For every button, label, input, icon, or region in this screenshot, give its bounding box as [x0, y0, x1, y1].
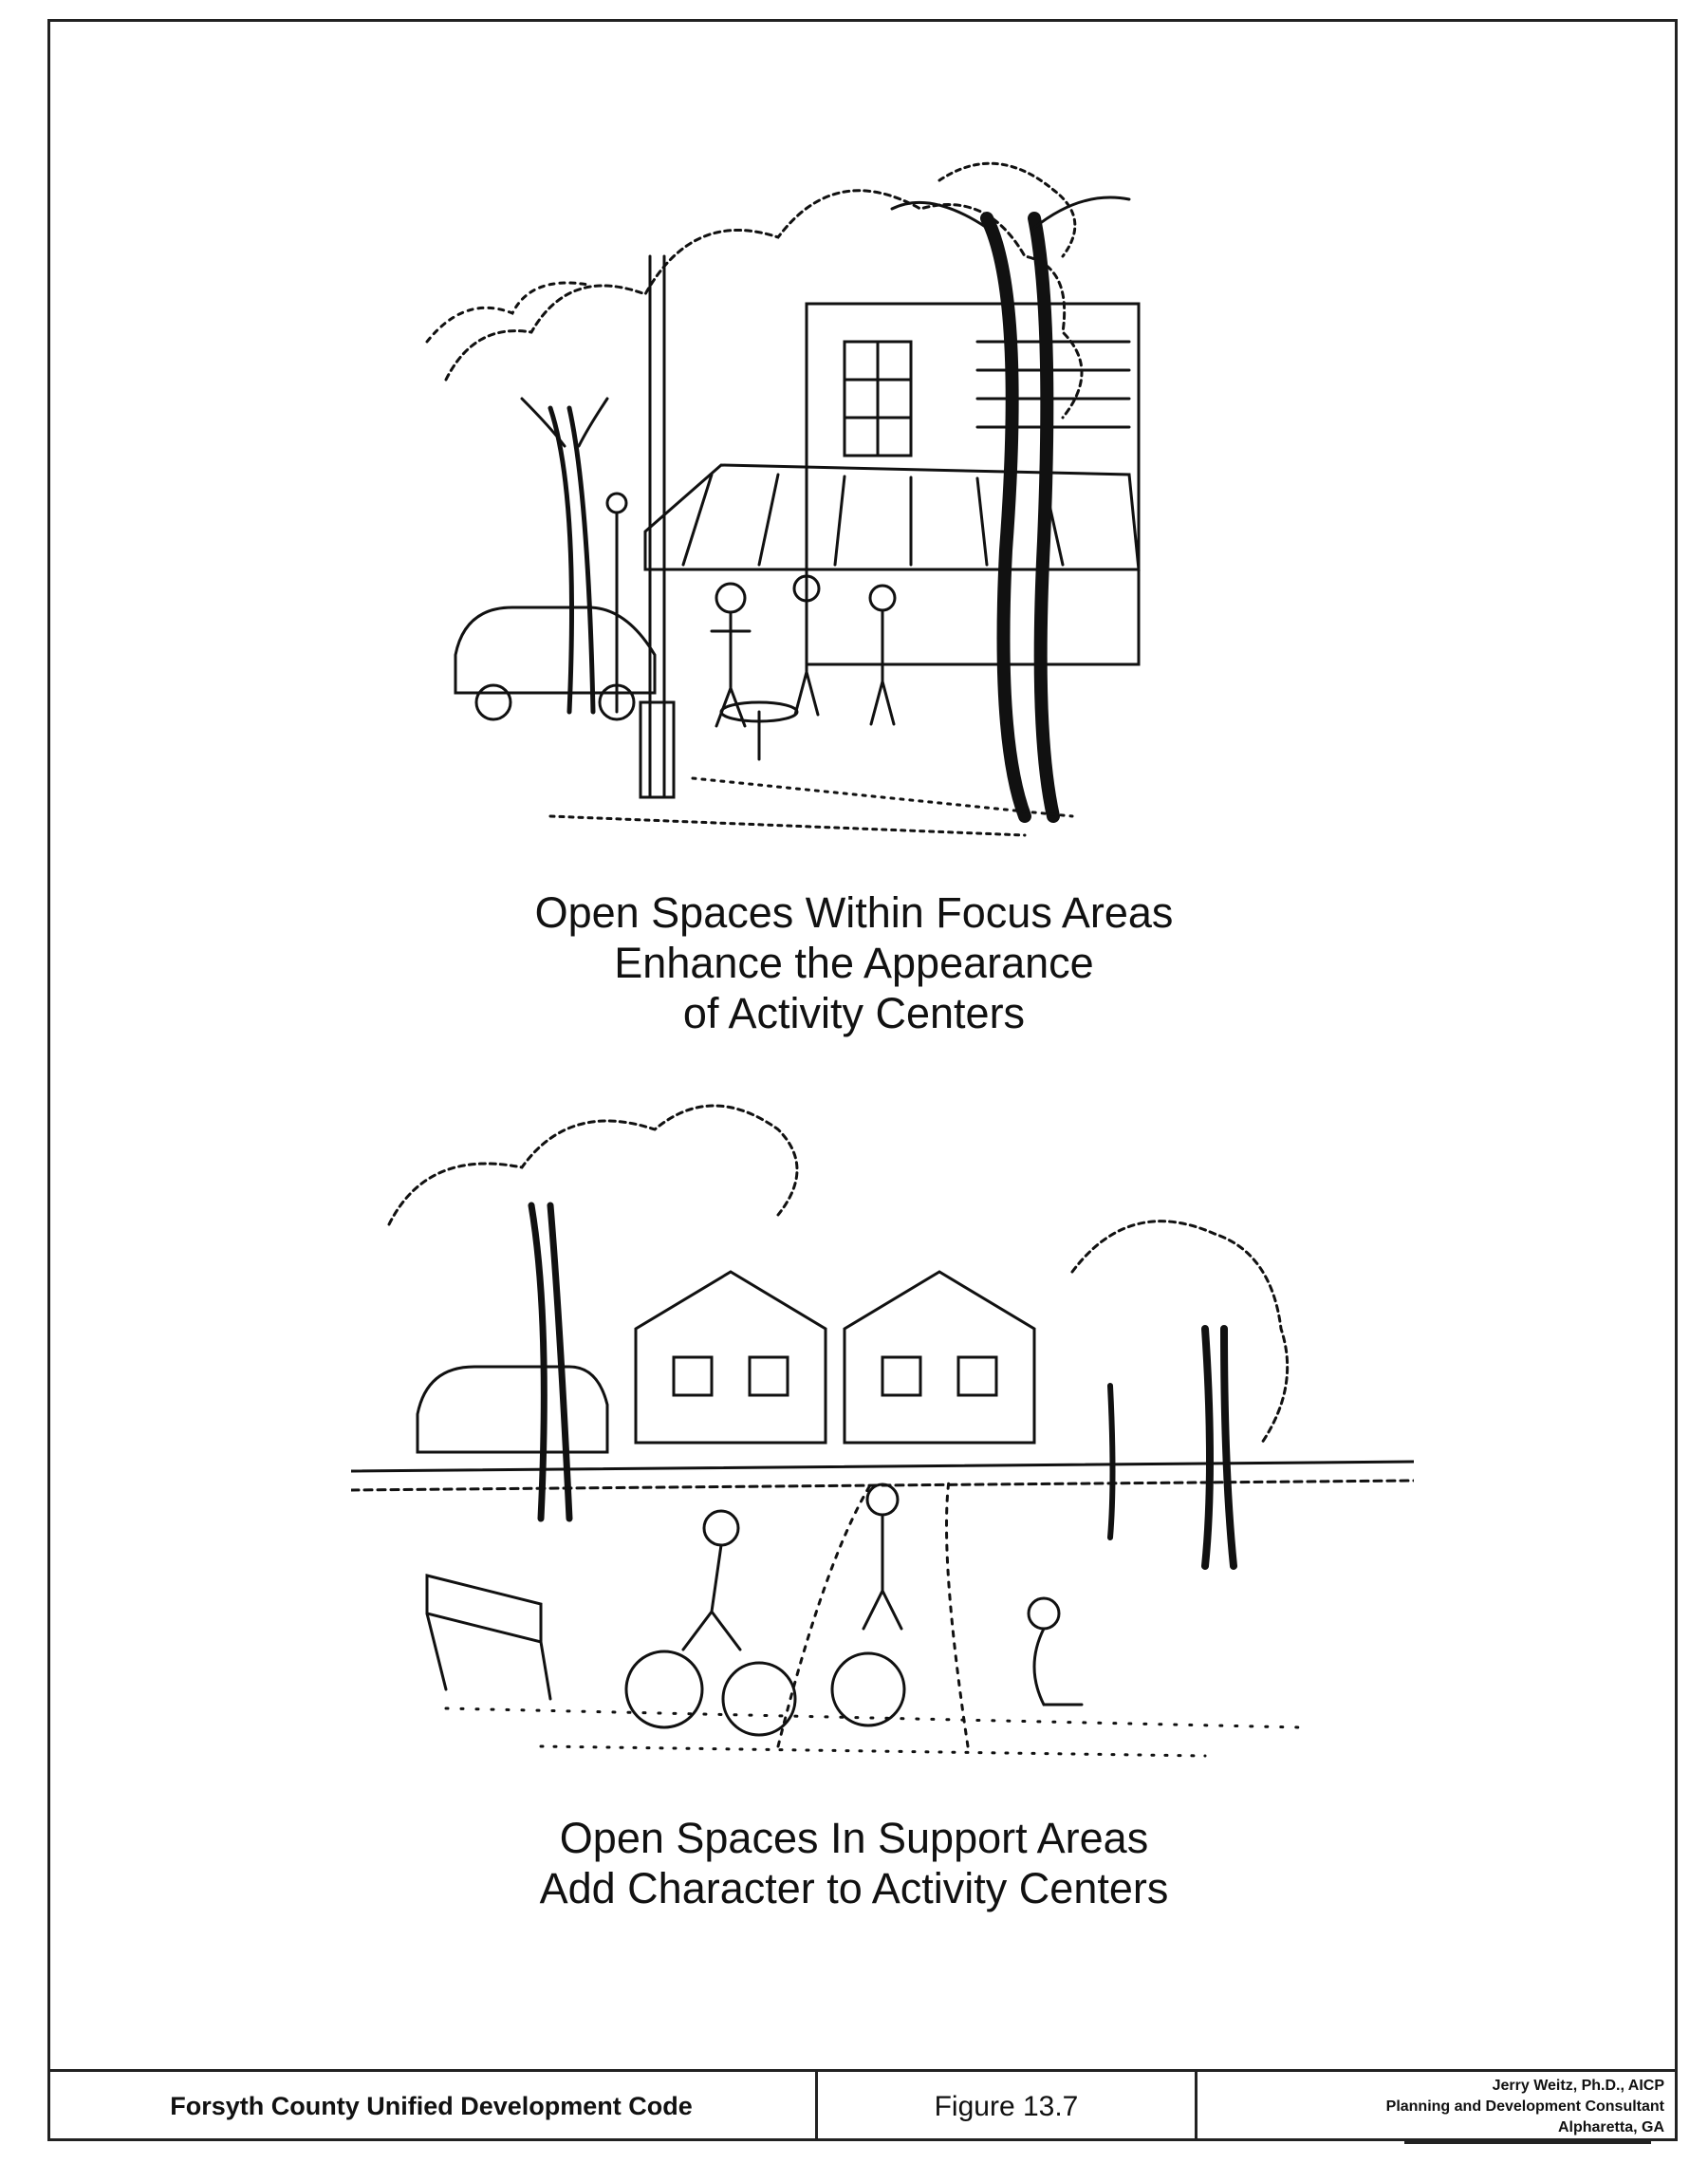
footer-author: Jerry Weitz, Ph.D., AICP	[1492, 2077, 1664, 2094]
footer-location: Alpharetta, GA	[1557, 2118, 1664, 2135]
footer-figure-label: Figure 13.7	[818, 2072, 1197, 2141]
footer-author-block	[1197, 2072, 1678, 2141]
caption-bottom-line1: Open Spaces In Support Areas	[559, 1814, 1149, 1862]
footer-title-block	[47, 2069, 1678, 2141]
park-cyclists-illustration	[351, 1082, 1414, 1803]
caption-bottom-line2: Add Character to Activity Centers	[539, 1864, 1169, 1912]
footer-underline	[1404, 2141, 1651, 2144]
caption-top-line1: Open Spaces Within Focus Areas	[534, 888, 1174, 937]
caption-top-line3: of Activity Centers	[682, 989, 1026, 1037]
caption-top	[0, 887, 1708, 1038]
caption-top-line2: Enhance the Appearance	[614, 939, 1094, 987]
footer-document-title: Forsyth County Unified Development Code	[47, 2072, 818, 2141]
storefront-plaza-illustration	[408, 95, 1167, 854]
caption-bottom	[0, 1813, 1708, 1913]
footer-role: Planning and Development Consultant	[1385, 2098, 1664, 2115]
